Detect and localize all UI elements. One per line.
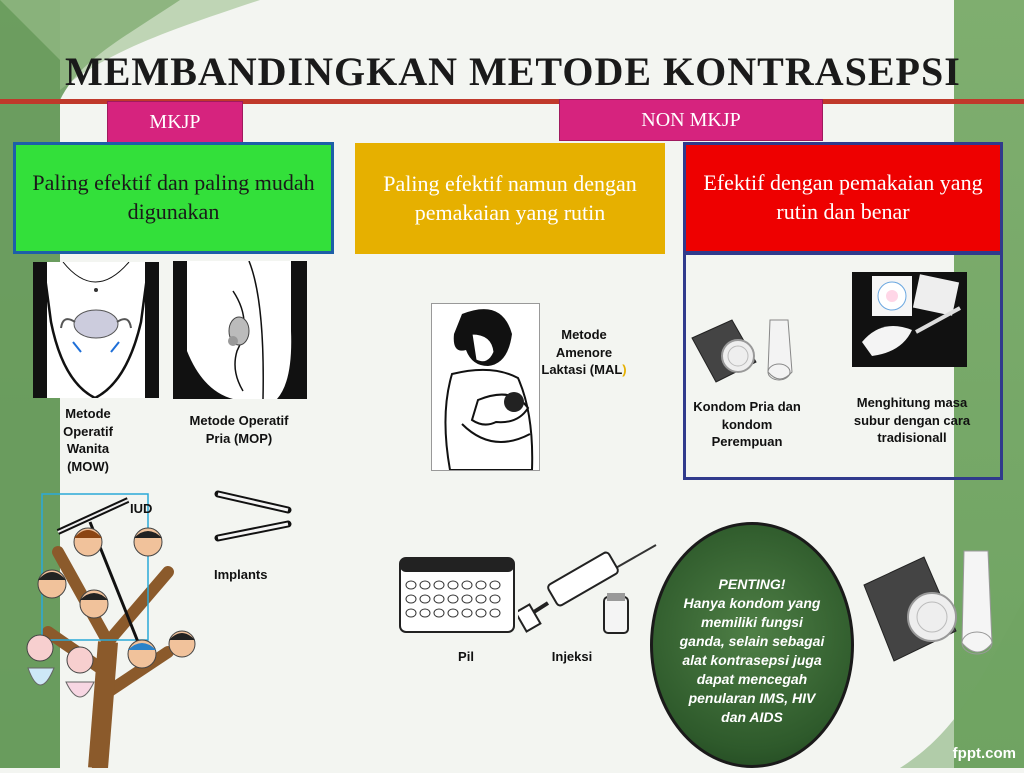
penting-callout (650, 522, 854, 768)
footer-brand: fppt.com (952, 745, 1016, 762)
menghitung-illustration (852, 272, 967, 367)
label-mop: Metode Operatif Pria (MOP) (189, 413, 289, 446)
implants-illustration (214, 488, 294, 548)
label-menghitung: Menghitung masa subur dengan cara tradisionall (853, 395, 971, 446)
box-mkjp-text: Paling efektif dan paling mudah digunakan (32, 170, 315, 224)
box-non-mkjp-red (683, 142, 1003, 254)
label-mow: Metode Operatif Wanita (MOW) (63, 406, 113, 474)
mal-breastfeeding-illustration (431, 303, 540, 471)
label-mal-main: Metode Amenore Laktasi (MAL (541, 327, 623, 378)
mow-illustration (33, 262, 159, 398)
box-yellow-text: Paling efektif namun dengan pemakaian yang rutin (383, 170, 637, 225)
iud-tree-illustration (18, 492, 208, 768)
kondom-illustration (688, 316, 806, 386)
injeksi-illustration (518, 543, 658, 637)
penting-text: PENTING! Hanya kondom yang memiliki fungsi ganda, selain sebagai alat kontrasepsi juga dapat mencegah penularan IMS, HIV dan AIDS (679, 576, 825, 725)
label-kondom: Kondom Pria dan kondom Perempuan (693, 399, 801, 450)
label-pil: Pil (458, 649, 474, 664)
tag-mkjp: MKJP (107, 101, 243, 143)
box-mkjp-description (13, 142, 334, 254)
box-red-text: Efektif dengan pemakaian yang rutin dan benar (703, 170, 983, 224)
mop-illustration (173, 261, 307, 399)
pil-illustration (399, 557, 515, 633)
page-title: MEMBANDINGKAN METODE KONTRASEPSI (65, 49, 961, 94)
label-mal (536, 326, 632, 379)
box-non-mkjp-yellow (355, 143, 665, 254)
label-mal-paren: ) (622, 362, 627, 378)
label-injeksi: Injeksi (551, 649, 593, 664)
label-iud: IUD (130, 501, 153, 516)
label-implants: Implants (214, 567, 268, 582)
tag-non-mkjp: NON MKJP (559, 99, 823, 141)
kondom-large-illustration (860, 545, 1000, 665)
